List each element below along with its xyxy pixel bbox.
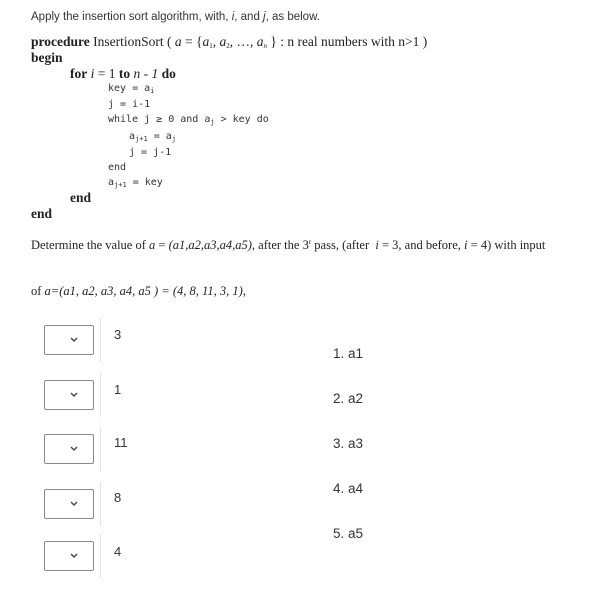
answer-value-4: 8 [114,490,122,505]
for-line: for i = 1 to n - 1 do [70,66,176,81]
decrement-line: j = j-1 [129,147,172,158]
chevron-down-icon [70,501,78,507]
match-dropdown-2[interactable] [44,380,94,410]
question-text: Determine the value of a = (a1,a2,a3,a4,a5), after the 3$^r$ pass, (after i = 3, and before, i = 4) with input [31,238,546,252]
chevron-down-icon [70,553,78,559]
while-end: end [108,162,127,173]
answer-value-1: 3 [114,327,122,342]
j-line: j = i-1 [108,99,151,110]
option-a1: 1. a1 [333,346,364,361]
answer-value-3: 11 [114,435,128,450]
option-a5: 5. a5 [333,526,364,541]
procedure-end: end [31,206,53,221]
match-dropdown-4[interactable] [44,489,94,519]
begin-keyword: begin [31,50,63,65]
match-dropdown-3[interactable] [44,434,94,464]
for-end: end [70,190,92,205]
intro-text: Apply the insertion sort algorithm, with, i, and j, as below. [31,11,320,23]
key-line: key = $a_i$ [108,83,155,95]
assign-line: $a_{j+1} = a_j$ [129,131,176,143]
answer-value-5: 4 [114,544,122,559]
procedure-name: InsertionSort [93,34,164,49]
procedure-keyword: procedure [31,34,90,49]
final-assign-line: $a_{j+1}$ = key [108,177,163,189]
procedure-header [31,34,427,50]
row-divider [100,482,101,526]
option-a3: 3. a3 [333,436,364,451]
chevron-down-icon [70,446,78,452]
row-divider [100,534,101,578]
row-divider [100,427,101,471]
procedure-params: ( $a = \{a_1$, $a_2$, …, $a_n$ } : n real numbers with n>1 ) [167,34,428,50]
chevron-down-icon [70,392,78,398]
option-a2: 2. a2 [333,391,364,406]
input-line: of a=(a1, a2, a3, a4, a5 ) = (4, 8, 11, 3, 1), [31,284,246,298]
chevron-down-icon [70,337,78,343]
while-line: while j ≥ 0 and $a_j$ > key do [108,114,269,126]
match-dropdown-5[interactable] [44,541,94,571]
option-a4: 4. a4 [333,481,364,496]
answer-value-2: 1 [114,382,122,397]
match-dropdown-1[interactable] [44,325,94,355]
row-divider [100,318,101,362]
row-divider [100,373,101,417]
